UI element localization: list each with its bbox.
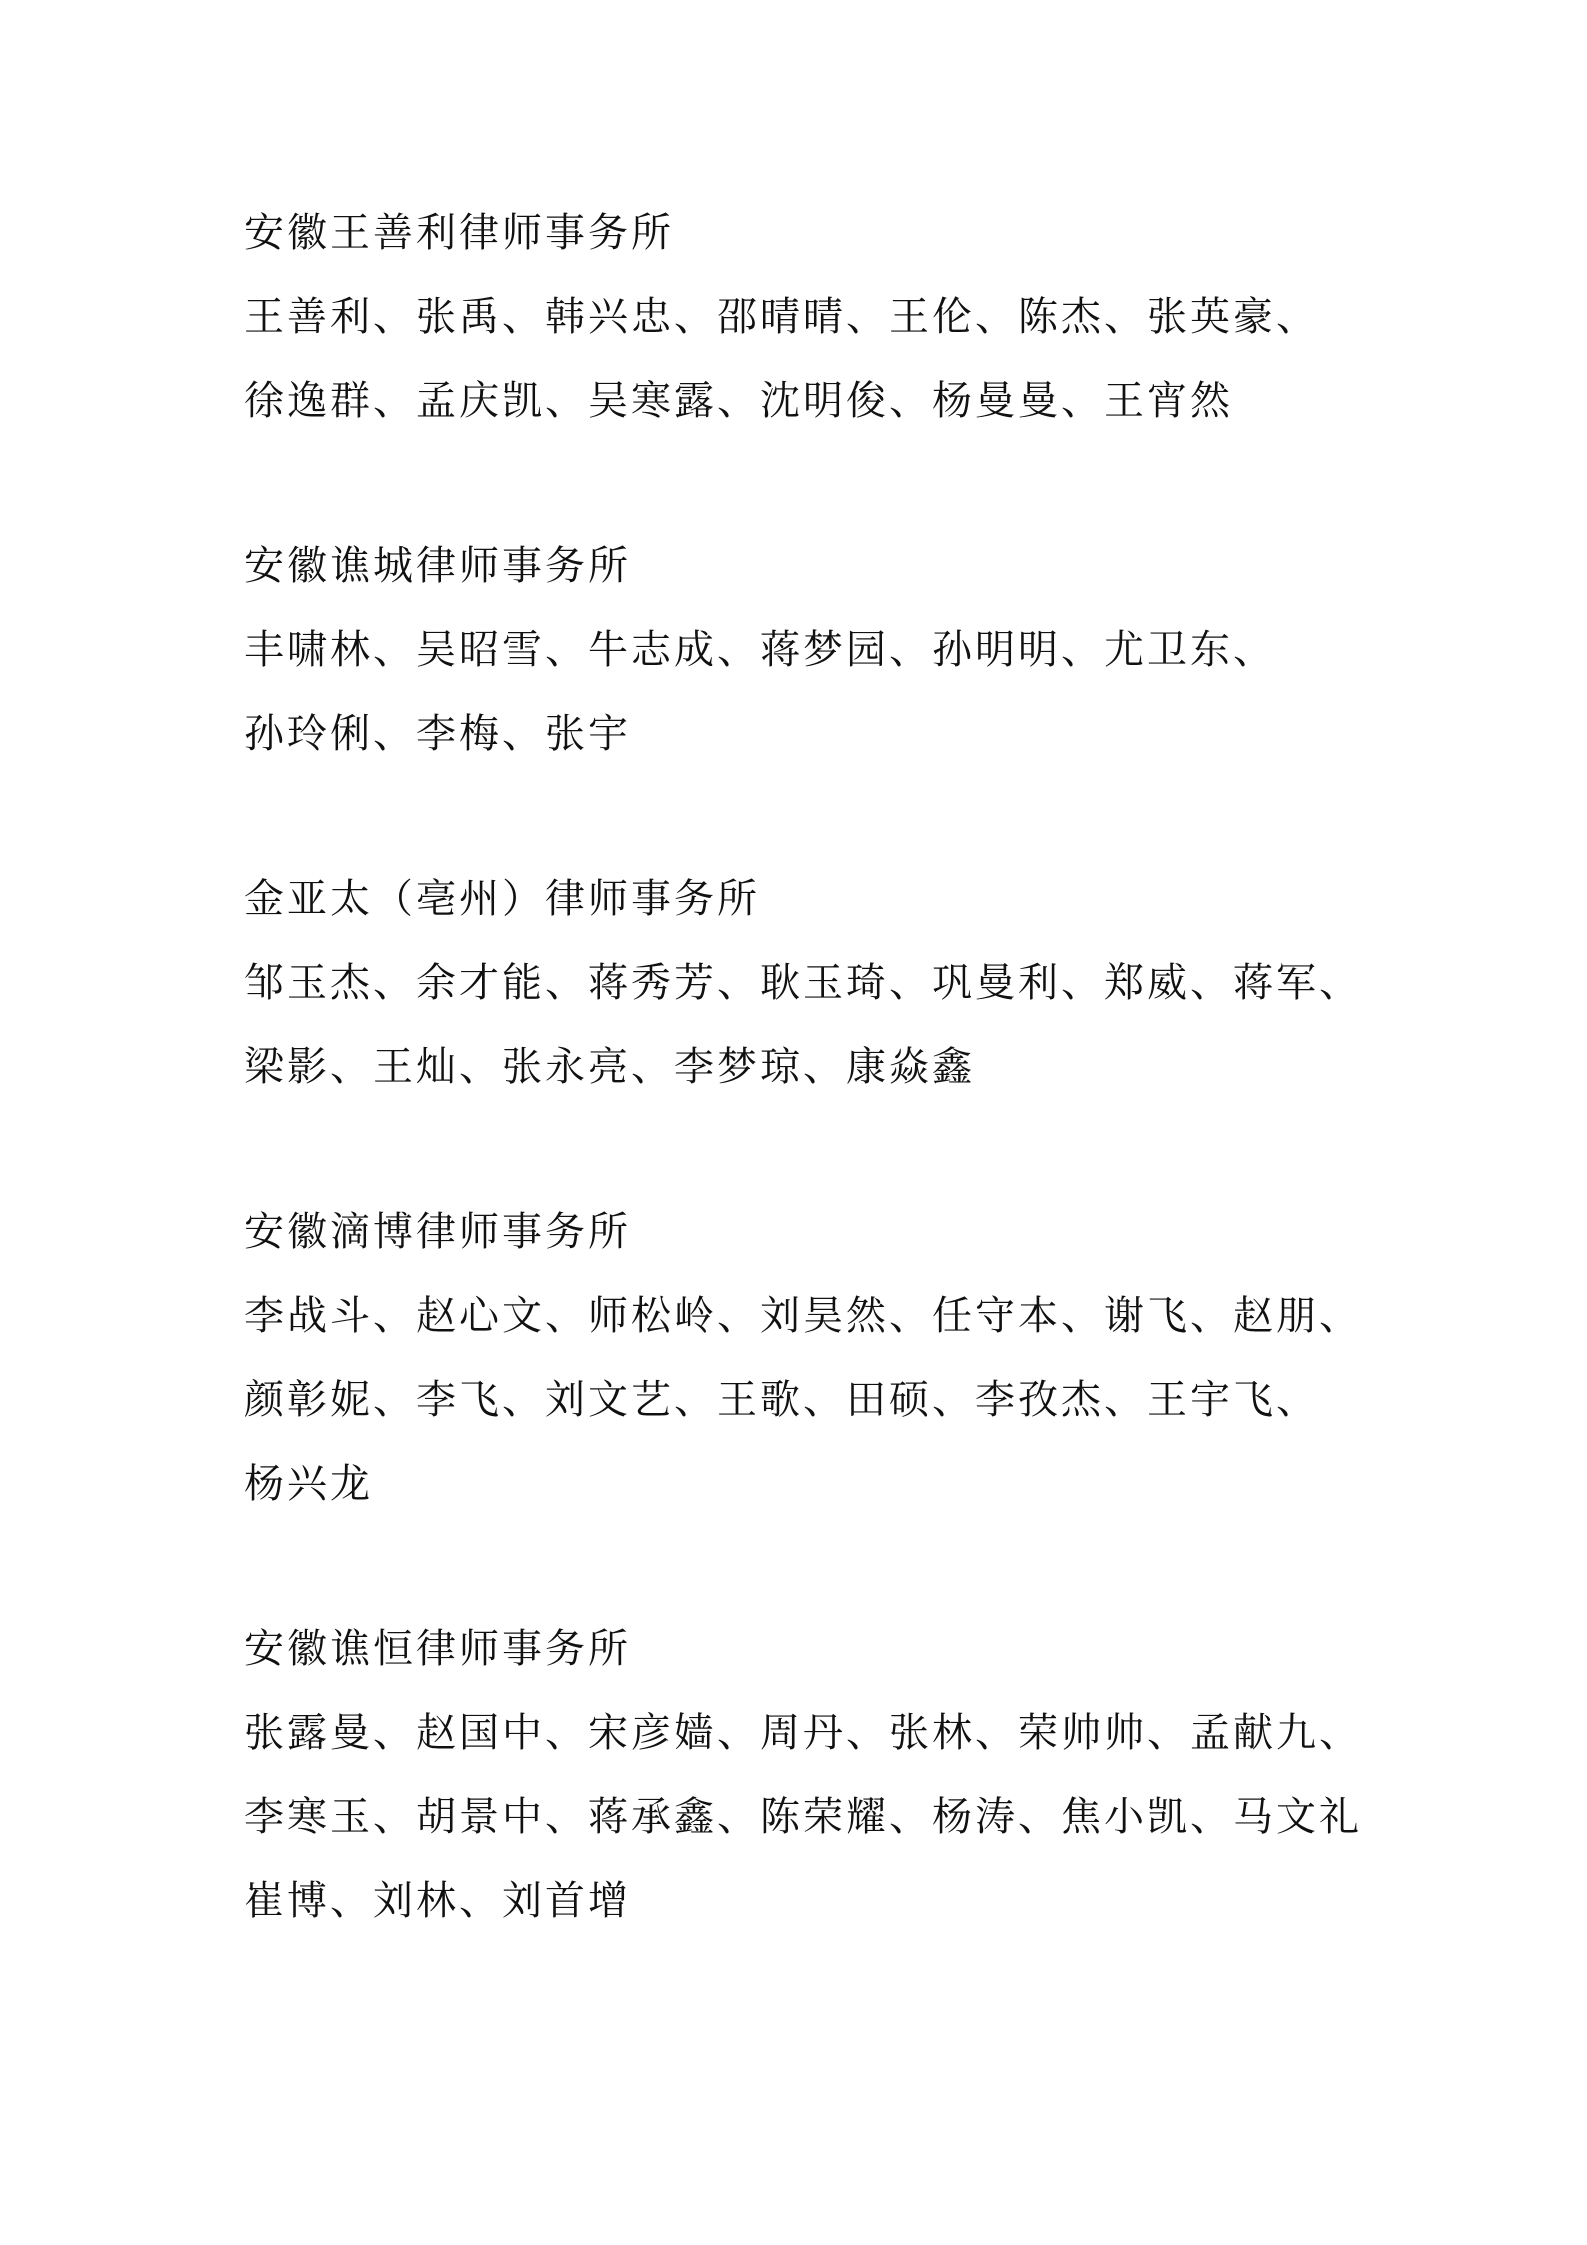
- firm-name: 安徽谯恒律师事务所: [244, 1626, 631, 1672]
- lawyer-names-line: 李战斗、赵心文、师松岭、刘昊然、任守本、谢飞、赵朋、: [244, 1293, 1362, 1339]
- firm-name: 安徽王善利律师事务所: [244, 210, 674, 256]
- firm-name: 安徽谯城律师事务所: [244, 543, 631, 589]
- lawyer-names-line: 王善利、张禹、韩兴忠、邵晴晴、王伦、陈杰、张英豪、: [244, 294, 1319, 340]
- lawyer-names-line: 颜彰妮、李飞、刘文艺、王歌、田硕、李孜杰、王宇飞、: [244, 1377, 1319, 1423]
- law-firm-section: [244, 191, 1424, 443]
- lawyer-names-line: 李寒玉、胡景中、蒋承鑫、陈荣耀、杨涛、焦小凯、马文礼: [244, 1794, 1362, 1840]
- lawyer-names-line: 邹玉杰、余才能、蒋秀芳、耿玉琦、巩曼利、郑威、蒋军、: [244, 960, 1362, 1006]
- lawyer-names-line: 徐逸群、孟庆凯、吴寒露、沈明俊、杨曼曼、王宵然: [244, 378, 1233, 424]
- lawyer-names-line: 杨兴龙: [244, 1461, 373, 1507]
- lawyer-names-line: 崔博、刘林、刘首增: [244, 1878, 631, 1924]
- lawyer-names-line: 丰啸林、吴昭雪、牛志成、蒋梦园、孙明明、尤卫东、: [244, 627, 1276, 673]
- lawyer-names-line: 孙玲俐、李梅、张宇: [244, 711, 631, 757]
- lawyer-names-line: 张露曼、赵国中、宋彦嫱、周丹、张林、荣帅帅、孟献九、: [244, 1710, 1362, 1756]
- firm-name: 安徽滴博律师事务所: [244, 1209, 631, 1255]
- law-firm-section: [244, 524, 1424, 776]
- lawyer-names-line: 梁影、王灿、张永亮、李梦琼、康焱鑫: [244, 1044, 975, 1090]
- law-firm-section: [244, 1607, 1424, 1943]
- firm-name: 金亚太（亳州）律师事务所: [244, 876, 760, 922]
- law-firm-section: [244, 857, 1424, 1109]
- law-firm-section: [244, 1190, 1424, 1526]
